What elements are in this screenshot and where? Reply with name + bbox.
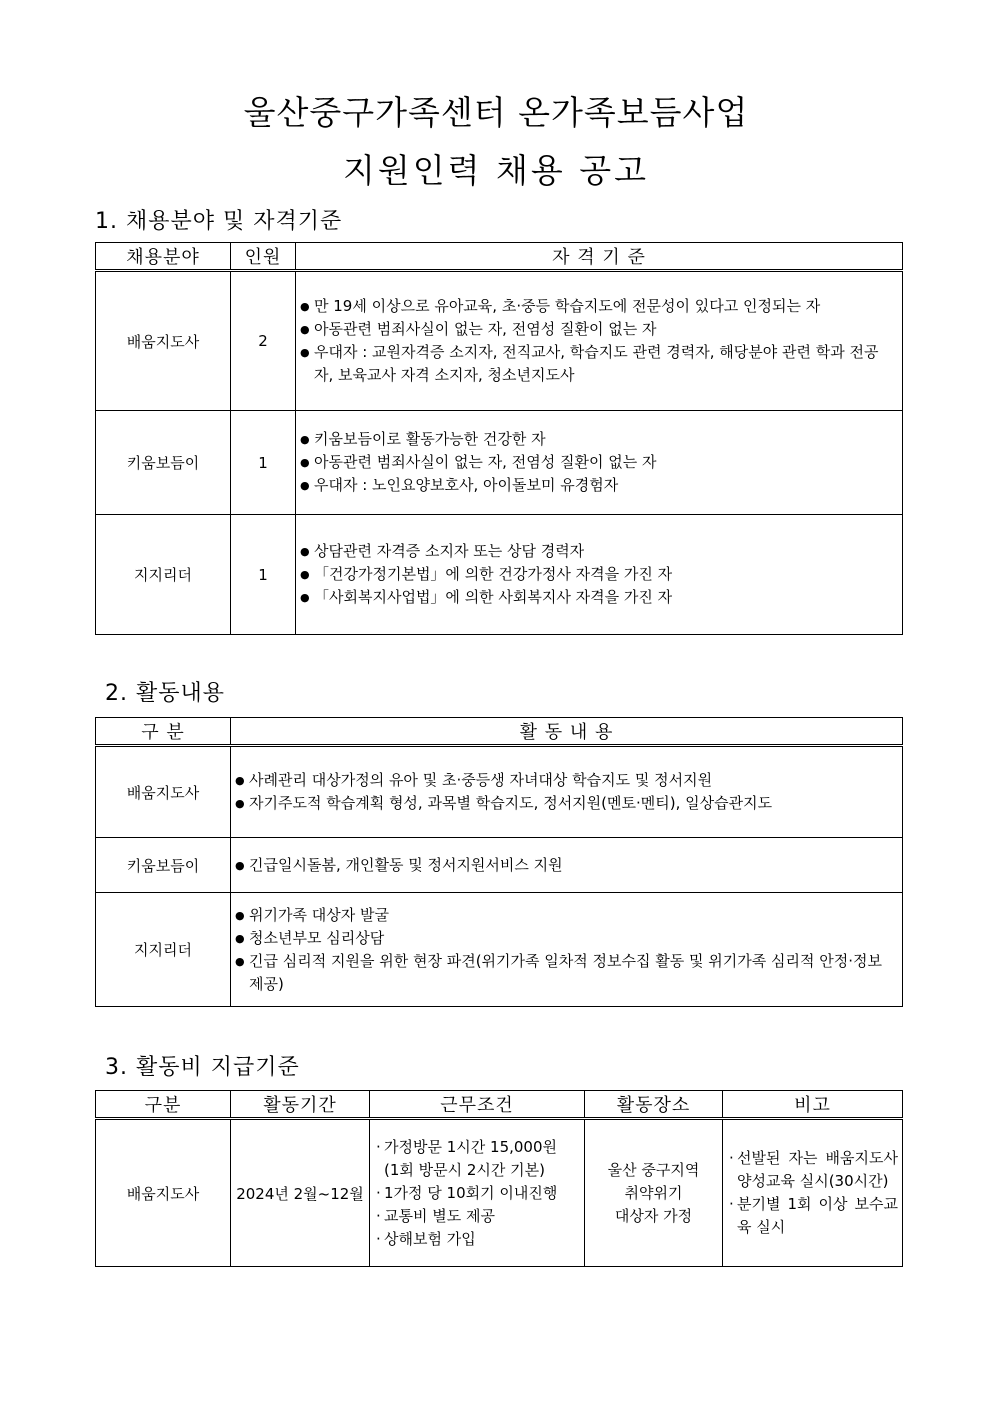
payment-table	[95, 1090, 903, 1267]
list-item-text: 분기별 1회 이상 보수교육 실시	[737, 1195, 898, 1236]
field-cell: 배움지도사	[96, 271, 231, 411]
place-line: 대상자 가정	[614, 1206, 693, 1225]
criteria-cell	[296, 271, 903, 411]
conditions-cell	[370, 1119, 585, 1267]
activity-cell	[231, 893, 903, 1007]
list-item: · 분기별 1회 이상 보수교육 실시	[729, 1195, 898, 1236]
header-count: 인원	[231, 243, 296, 271]
place-line: 취약위기	[624, 1183, 683, 1202]
header-place: 활동장소	[585, 1091, 723, 1119]
header-category: 구 분	[96, 718, 231, 746]
page-subtitle: 지원인력 채용 공고	[342, 151, 649, 190]
list-item: ● 「사회복지사업법」에 의한 사회복지사 자격을 가진 자	[300, 586, 896, 609]
activity-cell	[231, 838, 903, 893]
list-item: ● 「건강가정기본법」에 의한 건강가정사 자격을 가진 자	[300, 563, 896, 586]
section1-heading: 1. 채용분야 및 자격기준	[95, 209, 343, 234]
header-conditions: 근무조건	[370, 1091, 585, 1119]
list-item-text: 상해보험 가입	[384, 1229, 476, 1248]
list-item: · 선발된 자는 배움지도사 양성교육 실시(30시간)	[729, 1149, 898, 1190]
field-cell: 배움지도사	[96, 746, 231, 838]
count-cell: 2	[231, 271, 296, 411]
table-row	[96, 515, 903, 635]
list-item: ● 상담관련 자격증 소지자 또는 상담 경력자	[300, 540, 896, 563]
list-item: ● 긴급일시돌봄, 개인활동 및 정서지원서비스 지원	[235, 854, 896, 877]
list-item: ● 긴급 심리적 지원을 위한 현장 파견(위기가족 일차적 정보수집 활동 및 위기가족 심리적 안정·정보제공)	[235, 950, 896, 996]
section3-heading: 3. 활동비 지급기준	[105, 1055, 300, 1080]
qualification-table	[95, 242, 903, 635]
list-item-text: 교통비 별도 제공	[384, 1206, 495, 1225]
list-item: ● 자기주도적 학습계획 형성, 과목별 학습지도, 정서지원(멘토·멘티), 일상습관지도	[235, 792, 896, 815]
table-row	[96, 746, 903, 838]
activity-table	[95, 717, 903, 1007]
list-item: ● 사례관리 대상가정의 유아 및 초·중등생 자녀대상 학습지도 및 정서지원	[235, 769, 896, 792]
list-item: ● 키움보듬이로 활동가능한 건강한 자	[300, 428, 896, 451]
list-item-text: 선발된 자는 배움지도사 양성교육 실시(30시간)	[737, 1149, 898, 1190]
period-cell: 2024년 2월~12월	[231, 1119, 370, 1267]
section2-heading: 2. 활동내용	[105, 681, 225, 706]
list-item: · 1가정 당 10회기 이내진행	[376, 1183, 558, 1202]
field-cell: 지지리더	[96, 515, 231, 635]
list-item: ● 우대자 : 노인요양보호사, 아이돌보미 유경험자	[300, 474, 896, 497]
field-cell: 배움지도사	[96, 1119, 231, 1267]
list-item: ● 아동관련 범죄사실이 없는 자, 전염성 질환이 없는 자	[300, 318, 896, 341]
count-cell: 1	[231, 515, 296, 635]
criteria-cell	[296, 411, 903, 515]
list-item: ● 청소년부모 심리상담	[235, 927, 896, 950]
field-cell: 키움보듬이	[96, 838, 231, 893]
table-row	[96, 271, 903, 411]
list-item: ● 만 19세 이상으로 유아교육, 초·중등 학습지도에 전문성이 있다고 인정되는 자	[300, 295, 896, 318]
field-cell: 지지리더	[96, 893, 231, 1007]
list-item: ● 위기가족 대상자 발굴	[235, 904, 896, 927]
header-field: 채용분야	[96, 243, 231, 271]
activity-cell	[231, 746, 903, 838]
list-item	[376, 1159, 580, 1182]
table-row	[96, 411, 903, 515]
header-category: 구분	[96, 1091, 231, 1119]
list-item: ● 아동관련 범죄사실이 없는 자, 전염성 질환이 없는 자	[300, 451, 896, 474]
list-item: ● 우대자 : 교원자격증 소지자, 전직교사, 학습지도 관련 경력자, 해당분야 관련 학과 전공자, 보육교사 자격 소지자, 청소년지도사	[300, 341, 896, 387]
list-item-text: 가정방문 1시간 15,000원	[384, 1137, 557, 1156]
page-title: 울산중구가족센터 온가족보듬사업	[243, 93, 749, 132]
place-cell	[585, 1119, 723, 1267]
list-item-text: 1가정 당 10회기 이내진행	[384, 1183, 558, 1202]
list-item: · 교통비 별도 제공	[376, 1206, 495, 1225]
notes-cell	[723, 1119, 903, 1267]
table-row	[96, 1119, 903, 1267]
count-cell: 1	[231, 411, 296, 515]
list-item: · 상해보험 가입	[376, 1229, 476, 1248]
header-criteria: 자 격 기 준	[296, 243, 903, 271]
field-cell: 키움보듬이	[96, 411, 231, 515]
header-period: 활동기간	[231, 1091, 370, 1119]
list-item-text: (1회 방문시 2시간 기본)	[384, 1160, 546, 1179]
list-item: · 가정방문 1시간 15,000원	[376, 1137, 557, 1156]
table-row	[96, 893, 903, 1007]
header-notes: 비고	[723, 1091, 903, 1119]
table-row	[96, 838, 903, 893]
place-line: 울산 중구지역	[607, 1160, 700, 1179]
criteria-cell	[296, 515, 903, 635]
header-activity: 활 동 내 용	[231, 718, 903, 746]
